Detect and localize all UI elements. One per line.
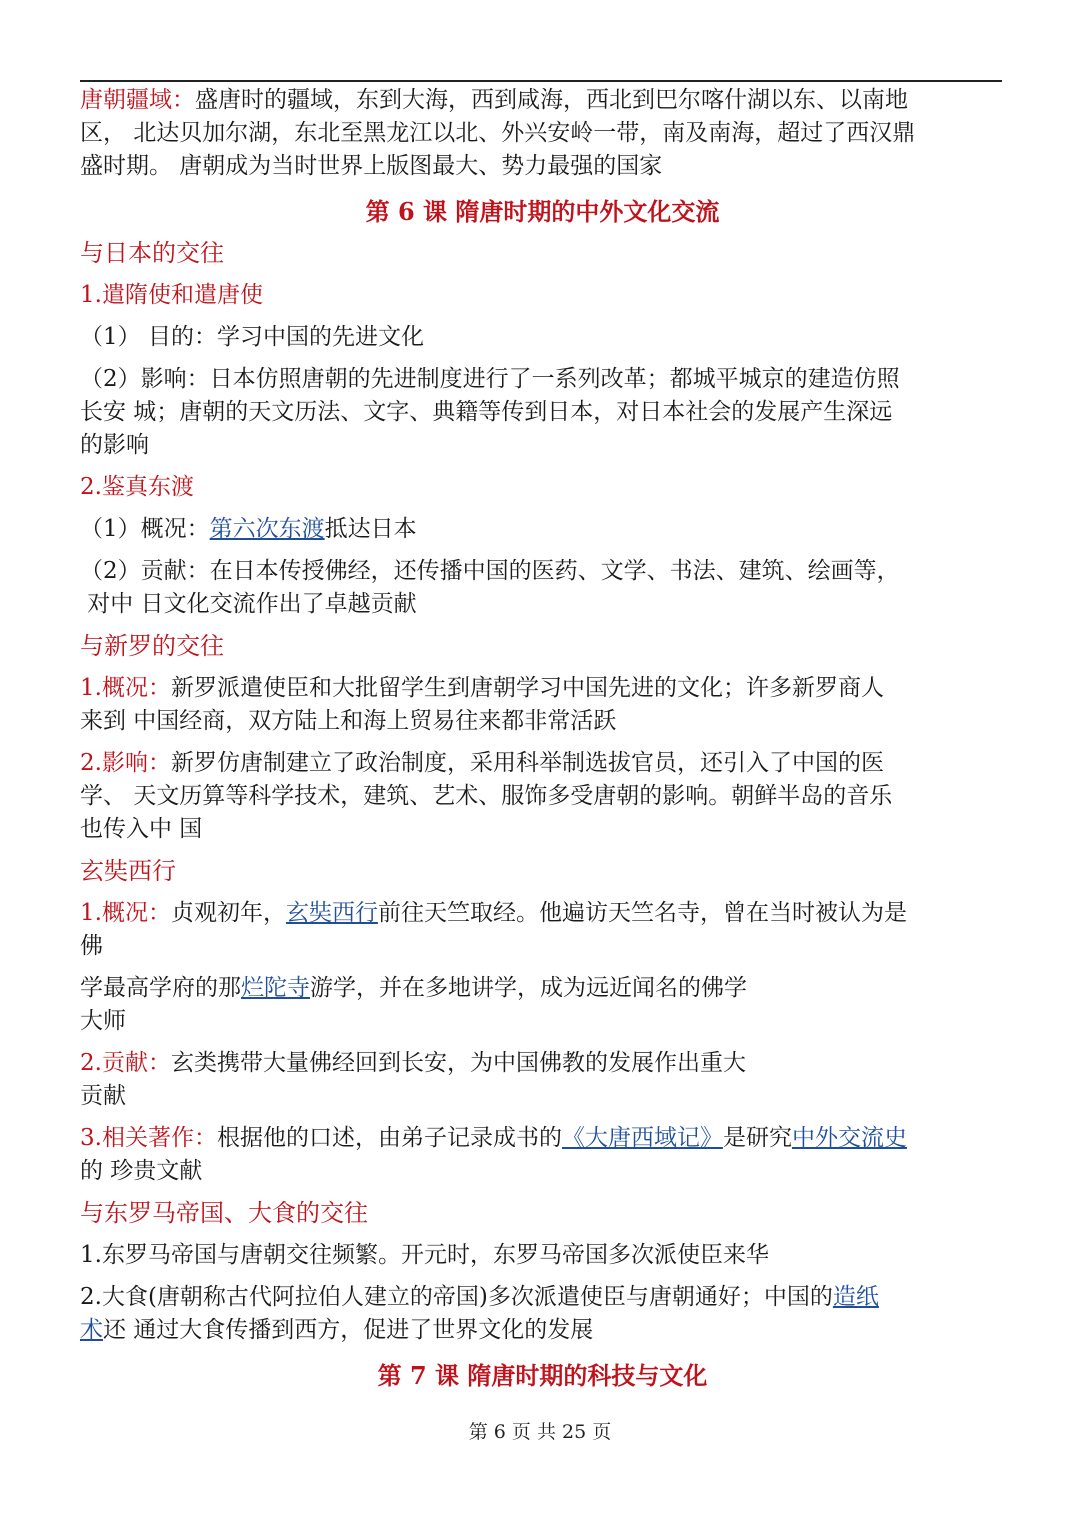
xuanzang-works: [80, 1122, 1005, 1188]
tang-territory-text: 区， 北达贝加尔湖，东北至黑龙江以北、外兴安岭一带，南及南海，超过了西汉鼎: [80, 120, 916, 146]
japan-heading: 与日本的交往: [80, 239, 224, 267]
tang-territory-text: 盛唐时的疆域，东到大海，西到咸海，西北到巴尔喀什湖以东、以南地: [195, 87, 908, 113]
tang-territory-text: 盛时期。 唐朝成为当时世界上版图最大、势力最强的国家: [80, 153, 663, 179]
papermaking-link[interactable]: 造纸: [832, 1284, 879, 1310]
xuanzang-contribution-text: 贡献: [80, 1083, 126, 1109]
xuanzang-contribution-label: 2.贡献：: [80, 1050, 171, 1076]
japan-influence-line: 的影响: [80, 432, 149, 458]
silla-influence-line: 也传入中 国: [80, 816, 203, 842]
page-number: 第 6 页 共 25 页: [468, 1421, 612, 1443]
japan-sub2-title: 2.鉴真东渡: [80, 474, 194, 500]
silla-influence-line: 新罗仿唐制建立了政治制度，采用科举制选拔官员，还引入了中国的医: [170, 750, 884, 776]
xuanzang-works-label: 3.相关著作：: [80, 1125, 217, 1151]
datang-xiyuji-link[interactable]: 《大唐西域记》: [561, 1125, 723, 1151]
japan-purpose: （1） 目的：学习中国的先进文化: [80, 324, 424, 350]
silla-overview-label: 1.概况：: [80, 675, 171, 701]
rome-dashi-heading: 与东罗马帝国、大食的交往: [80, 1199, 368, 1227]
dashi-text: 还 通过大食传播到西方，促进了世界文化的发展: [103, 1317, 594, 1343]
jianzhen-overview-text: 抵达日本: [324, 516, 417, 542]
japan-influence-line: （2）影响：日本仿照唐朝的先进制度进行了一系列改革；都城平城京的建造仿照: [80, 366, 900, 392]
xuanzang-overview-text: 前往天竺取经。他遍访天竺名寺，曾在当时被认为是: [377, 900, 907, 926]
xuanzang-overview-text: 佛: [80, 933, 103, 959]
silla-heading: 与新罗的交往: [80, 632, 224, 660]
nalanda-text: 游学，并在多地讲学，成为远近闻名的佛学: [310, 975, 747, 1001]
papermaking-link-cont[interactable]: 术: [80, 1317, 103, 1343]
top-rule: [80, 80, 1002, 82]
japan-influence-line: 长安 城；唐朝的天文历法、文字、典籍等传到日本，对日本社会的发展产生深远: [80, 399, 893, 425]
jianzhen-overview: [80, 513, 1005, 546]
silla-influence: [80, 747, 1005, 846]
xuanzang-overview: [80, 897, 1005, 963]
silla-overview-line: 新罗派遣使臣和大批留学生到唐朝学习中国先进的文化；许多新罗商人: [170, 675, 884, 701]
lesson-6-title: 第 6 课 隋唐时期的中外文化交流: [365, 197, 720, 226]
sixth-voyage-link[interactable]: 第六次东渡: [209, 516, 325, 542]
jianzhen-overview-label: （1）概况：: [80, 516, 210, 542]
tang-territory-label: 唐朝疆域：: [80, 87, 195, 113]
xuanzang-heading: 玄奘西行: [80, 857, 176, 885]
xuanzang-contribution: [80, 1047, 1005, 1113]
xuanzang-works-text: 的 珍贵文献: [80, 1158, 203, 1184]
nalanda-link[interactable]: 烂陀寺: [241, 975, 310, 1001]
nalanda-text: 大师: [80, 1008, 126, 1034]
cultural-exchange-history-link[interactable]: 中外交流史: [791, 1125, 907, 1151]
byzantine-paragraph: 1.东罗马帝国与唐朝交往频繁。开元时，东罗马帝国多次派使臣来华: [80, 1242, 769, 1268]
japan-sub1-title: 1.遣隋使和遣唐使: [80, 282, 263, 308]
xuanzang-overview-text: 贞观初年，: [170, 900, 286, 926]
jianzhen-contribution-line: 对中 日文化交流作出了卓越贡献: [80, 591, 417, 617]
xuanzang-overview-label: 1.概况：: [80, 900, 171, 926]
silla-overview-line: 来到 中国经商，双方陆上和海上贸易往来都非常活跃: [80, 708, 617, 734]
nalanda-paragraph: [80, 972, 1005, 1038]
xuanzang-journey-link[interactable]: 玄奘西行: [285, 900, 378, 926]
dashi-paragraph: [80, 1281, 1005, 1347]
jianzhen-contribution: [80, 555, 1005, 621]
document-body: [80, 84, 1005, 1401]
silla-influence-line: 学、 天文历算等科学技术，建筑、艺术、服饰多受唐朝的影响。朝鲜半岛的音乐: [80, 783, 893, 809]
xuanzang-contribution-text: 玄类携带大量佛经回到长安，为中国佛教的发展作出重大: [170, 1050, 746, 1076]
japan-influence: [80, 363, 1005, 462]
dashi-text: 2.大食(唐朝称古代阿拉伯人建立的帝国)多次派遣使臣与唐朝通好；中国的: [80, 1284, 833, 1310]
lesson-7-title: 第 7 课 隋唐时期的科技与文化: [377, 1361, 708, 1390]
xuanzang-works-text: 是研究: [722, 1125, 792, 1151]
silla-influence-label: 2.影响：: [80, 750, 171, 776]
silla-overview: [80, 672, 1005, 738]
xuanzang-works-text: 根据他的口述，由弟子记录成书的: [216, 1125, 562, 1151]
nalanda-text: 学最高学府的那: [80, 975, 241, 1001]
jianzhen-contribution-line: （2）贡献：在日本传授佛经，还传播中国的医药、文学、书法、建筑、绘画等，: [80, 558, 900, 584]
tang-territory-paragraph: [80, 84, 1005, 183]
